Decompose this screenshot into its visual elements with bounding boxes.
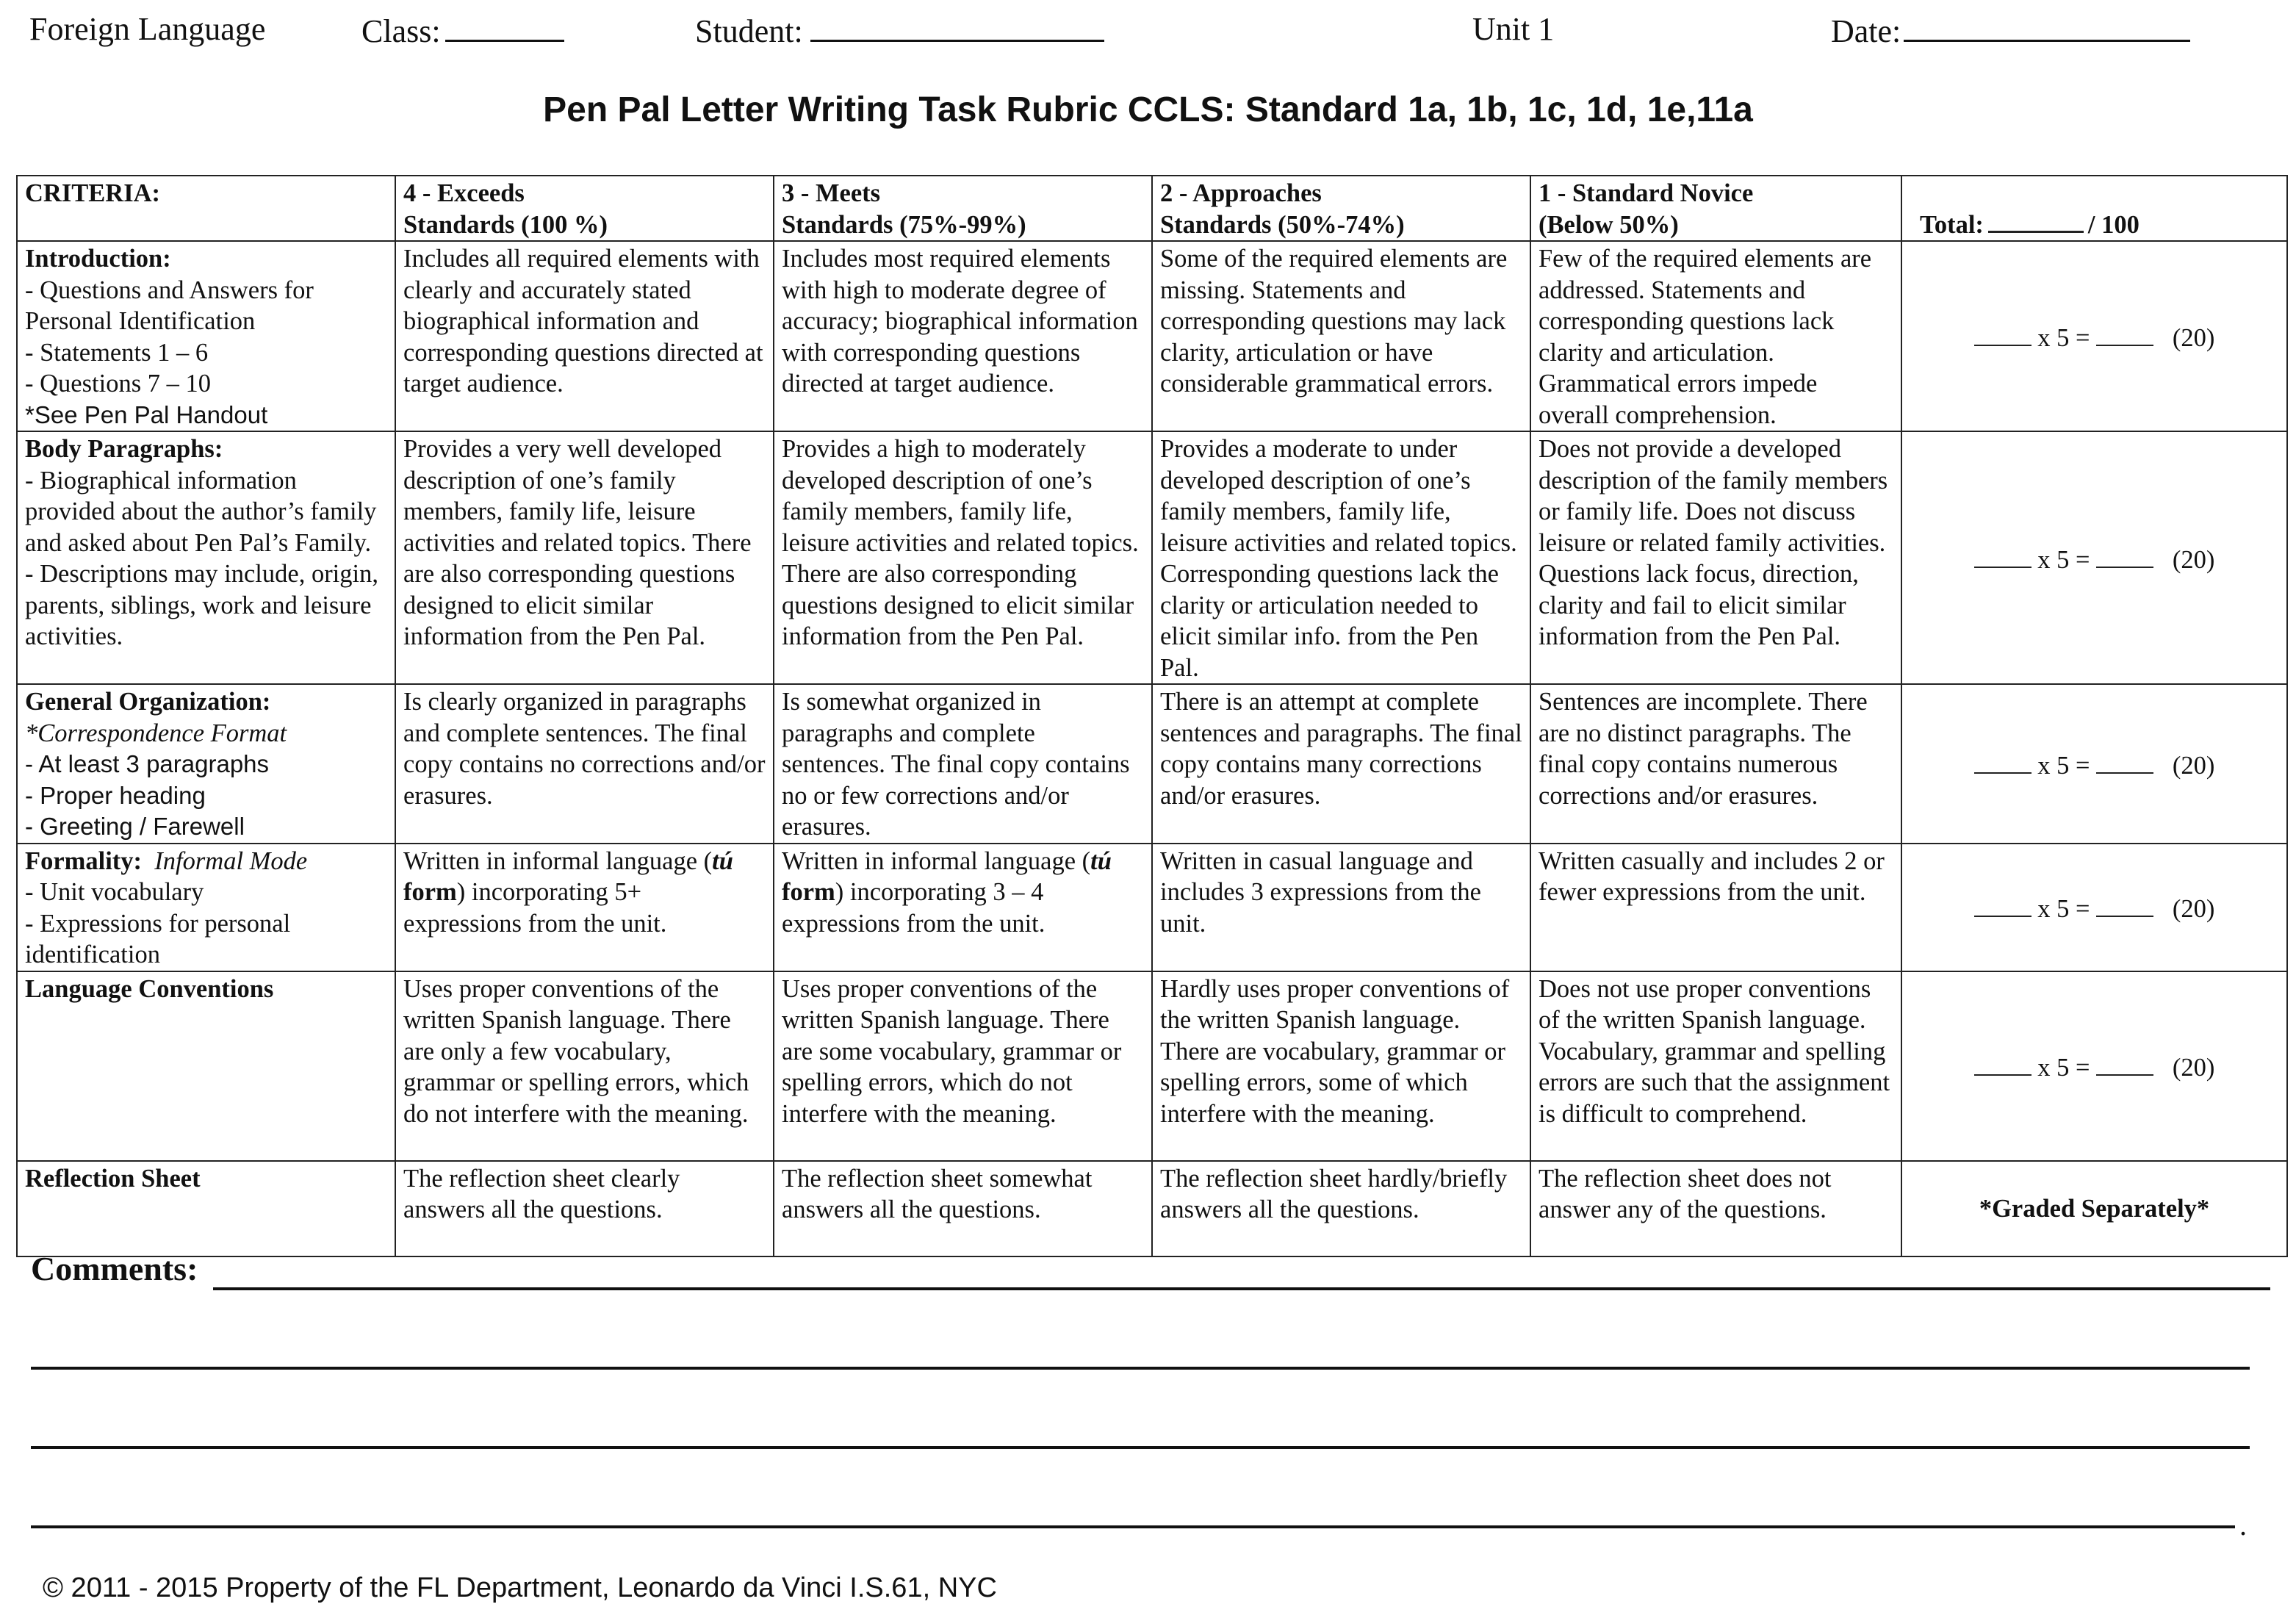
descriptor-cell: Includes all required elements with clearly and accurately stated biographical information and corresponding questions directed at target audience. <box>395 241 774 431</box>
comment-line[interactable] <box>31 1525 2235 1528</box>
column-header-line: Standards (100 %) <box>403 210 608 239</box>
emphasis-text: tú <box>712 846 733 875</box>
score-formula <box>1974 752 2215 780</box>
descriptor-cell: Does not use proper conventions of the written Spanish language. Vocabulary, grammar and spelling errors are such that the assignment is difficult to comprehend. <box>1530 971 1901 1161</box>
descriptor-cell: Includes most required elements with high to moderate degree of accuracy; biographical information with corresponding questions directed at target audience. <box>774 241 1152 431</box>
descriptor-cell: Provides a very well developed description of one’s family members, family life, leisure activities and related topics. There are also corresponding questions designed to elicit similar information from the Pen Pal. <box>395 431 774 684</box>
multiplier-label: x 5 = <box>2037 324 2090 353</box>
subject-label: Foreign Language <box>29 11 266 47</box>
date-field[interactable] <box>1831 10 2190 50</box>
score-cell <box>1901 1161 2287 1256</box>
max-points: (20) <box>2172 1054 2215 1082</box>
criteria-note: *See Pen Pal Handout <box>25 400 268 428</box>
score-formula <box>1974 895 2215 923</box>
column-header-line: 4 - Exceeds <box>403 179 525 207</box>
student-label: Student: <box>695 13 803 49</box>
comments-label: Comments: <box>31 1250 198 1287</box>
score-formula <box>1974 1054 2215 1082</box>
graded-separately-note: *Graded Separately* <box>1979 1195 2210 1223</box>
criteria-subtitle: *Correspondence Format <box>25 719 287 747</box>
comment-line[interactable] <box>31 1446 2250 1449</box>
total-cell <box>1901 176 2287 241</box>
criteria-note: - Unit vocabulary <box>25 878 204 906</box>
total-blank[interactable] <box>1988 206 2084 233</box>
comment-end-mark: . <box>2239 1509 2247 1542</box>
descriptor-cell: Uses proper conventions of the written Spanish language. There are only a few vocabulary, grammar or spelling errors, which do not interfere with the meaning. <box>395 971 774 1161</box>
descriptor-cell: Provides a high to moderately developed description of one’s family members, family life, leisure activities and related topics. There are also corresponding questions designed to elicit similar information from the Pen Pal. <box>774 431 1152 684</box>
max-points: (20) <box>2172 895 2215 924</box>
document-title: Pen Pal Letter Writing Task Rubric CCLS: Standard 1a, 1b, 1c, 1d, 1e,11a <box>543 90 1753 129</box>
column-header-line: 1 - Standard Novice <box>1539 179 1754 207</box>
criteria-title: Formality: <box>25 846 143 875</box>
score-cell <box>1901 971 2287 1161</box>
column-header-line: 3 - Meets <box>782 179 881 207</box>
column-header-exceeds <box>395 176 774 241</box>
score-cell <box>1901 684 2287 844</box>
raw-score-blank[interactable] <box>1974 1049 2032 1076</box>
criteria-cell <box>17 241 395 431</box>
criteria-note: - Proper heading <box>25 781 206 809</box>
date-label: Date: <box>1831 13 1901 49</box>
descriptor-cell: Is somewhat organized in paragraphs and complete sentences. The final copy contains no or few corrections and/or erasures. <box>774 684 1152 844</box>
criteria-cell <box>17 1161 395 1256</box>
total-field[interactable] <box>1920 211 2140 239</box>
rubric-table <box>16 175 2288 1257</box>
descriptor-cell: There is an attempt at complete sentences and paragraphs. The final copy contains many corrections and/or erasures. <box>1152 684 1530 844</box>
criteria-title: Body Paragraphs: <box>25 435 223 463</box>
criteria-cell <box>17 431 395 684</box>
weighted-score-blank[interactable] <box>2096 542 2153 568</box>
column-header-line: (Below 50%) <box>1539 210 1679 239</box>
form-header <box>0 10 2296 62</box>
score-cell <box>1901 241 2287 431</box>
score-formula <box>1974 546 2215 574</box>
criteria-cell <box>17 844 395 971</box>
emphasis-text: form <box>403 878 457 906</box>
raw-score-blank[interactable] <box>1974 542 2032 568</box>
criteria-note: - Descriptions may include, origin, parents, siblings, work and leisure activities. <box>25 560 378 650</box>
weighted-score-blank[interactable] <box>2096 320 2153 346</box>
criteria-note: - Expressions for personal identification <box>25 909 291 968</box>
descriptor-text: Written in informal language ( <box>403 846 713 875</box>
multiplier-label: x 5 = <box>2037 752 2090 780</box>
raw-score-blank[interactable] <box>1974 320 2032 346</box>
table-row <box>17 844 2287 971</box>
date-blank[interactable] <box>1904 10 2190 42</box>
criteria-subtitle: Informal Mode <box>154 846 308 875</box>
table-header-row <box>17 176 2287 241</box>
descriptor-cell: Few of the required elements are addressed. Statements and corresponding questions lack clarity and articulation. Grammatical errors impede overall comprehension. <box>1530 241 1901 431</box>
column-header-line: Standards (75%-99%) <box>782 210 1026 239</box>
descriptor-cell: Is clearly organized in paragraphs and complete sentences. The final copy contains no corrections and/or erasures. <box>395 684 774 844</box>
criteria-title: General Organization: <box>25 688 271 716</box>
unit-label: Unit 1 <box>1472 11 1555 47</box>
criteria-title: Reflection Sheet <box>25 1164 201 1193</box>
descriptor-cell: Written in casual language and includes 3 expressions from the unit. <box>1152 844 1530 971</box>
class-blank[interactable] <box>445 10 564 42</box>
table-row <box>17 684 2287 844</box>
criteria-title: Language Conventions <box>25 974 274 1003</box>
descriptor-text: ) incorporating 3 – 4 expressions from the unit. <box>782 878 1046 938</box>
max-points: (20) <box>2172 324 2215 353</box>
student-field[interactable] <box>695 10 1104 50</box>
descriptor-text: ) incorporating 5+ expressions from the unit. <box>403 878 667 938</box>
criteria-note: - At least 3 paragraphs <box>25 750 270 777</box>
weighted-score-blank[interactable] <box>2096 747 2153 774</box>
table-row <box>17 431 2287 684</box>
table-row <box>17 241 2287 431</box>
max-points: (20) <box>2172 545 2215 574</box>
criteria-note: - Statements 1 – 6 <box>25 338 209 367</box>
criteria-note: - Questions 7 – 10 <box>25 370 211 398</box>
comment-line[interactable] <box>31 1367 2250 1370</box>
class-field[interactable] <box>361 10 564 50</box>
criteria-title: Introduction: <box>25 245 171 273</box>
descriptor-cell: Some of the required elements are missing. Statements and corresponding questions may lack clarity, articulation or have considerable grammatical errors. <box>1152 241 1530 431</box>
total-max: / 100 <box>2087 210 2140 239</box>
weighted-score-blank[interactable] <box>2096 1049 2153 1076</box>
descriptor-cell: Written casually and includes 2 or fewer expressions from the unit. <box>1530 844 1901 971</box>
column-header-meets <box>774 176 1152 241</box>
descriptor-cell: Sentences are incomplete. There are no distinct paragraphs. The final copy contains numerous corrections and/or erasures. <box>1530 684 1901 844</box>
multiplier-label: x 5 = <box>2037 545 2090 574</box>
descriptor-cell: The reflection sheet hardly/briefly answers all the questions. <box>1152 1161 1530 1256</box>
score-cell <box>1901 431 2287 684</box>
descriptor-cell: The reflection sheet somewhat answers all the questions. <box>774 1161 1152 1256</box>
raw-score-blank[interactable] <box>1974 891 2032 917</box>
column-header-approaches <box>1152 176 1530 241</box>
criteria-note: - Biographical information provided about the author’s family and asked about Pen Pal’s Family. <box>25 466 377 557</box>
column-header-line: 2 - Approaches <box>1160 179 1322 207</box>
criteria-note: - Questions and Answers for Personal Identification <box>25 276 314 335</box>
multiplier-label: x 5 = <box>2037 895 2090 924</box>
descriptor-text: Written in informal language ( <box>782 846 1091 875</box>
student-blank[interactable] <box>810 10 1104 42</box>
column-header-line: CRITERIA: <box>25 179 161 207</box>
criteria-cell <box>17 971 395 1161</box>
descriptor-cell: Uses proper conventions of the written Spanish language. There are some vocabulary, grammar or spelling errors, which do not interfere with the meaning. <box>774 971 1152 1161</box>
total-label: Total: <box>1920 210 1984 239</box>
weighted-score-blank[interactable] <box>2096 891 2153 917</box>
column-header-novice <box>1530 176 1901 241</box>
descriptor-cell: Provides a moderate to under developed description of one’s family members, family life, leisure activities and related topics. Corresponding questions lack the clarity or articulation needed to elicit similar info. from the Pen Pal. <box>1152 431 1530 684</box>
column-header-line: Standards (50%-74%) <box>1160 210 1405 239</box>
score-cell <box>1901 844 2287 971</box>
descriptor-cell: Hardly uses proper conventions of the written Spanish language. There are vocabulary, grammar or spelling errors, some of which interfere with the meaning. <box>1152 971 1530 1161</box>
emphasis-text: tú <box>1090 846 1112 875</box>
comment-line[interactable] <box>213 1287 2270 1290</box>
multiplier-label: x 5 = <box>2037 1054 2090 1082</box>
table-row <box>17 971 2287 1161</box>
class-label: Class: <box>361 13 441 49</box>
criteria-note: - Greeting / Farewell <box>25 813 245 840</box>
criteria-cell <box>17 684 395 844</box>
descriptor-cell <box>395 844 774 971</box>
column-header-criteria <box>17 176 395 241</box>
descriptor-cell: The reflection sheet clearly answers all the questions. <box>395 1161 774 1256</box>
emphasis-text: form <box>782 878 835 906</box>
descriptor-cell: Does not provide a developed description of the family members or family life. Does not discuss leisure or related family activities. Questions lack focus, direction, clarity and fail to elicit similar information from the Pen Pal. <box>1530 431 1901 684</box>
copyright-footer: © 2011 - 2015 Property of the FL Department, Leonardo da Vinci I.S.61, NYC <box>43 1572 997 1603</box>
table-row <box>17 1161 2287 1256</box>
descriptor-cell: The reflection sheet does not answer any of the questions. <box>1530 1161 1901 1256</box>
raw-score-blank[interactable] <box>1974 747 2032 774</box>
score-formula <box>1974 324 2215 352</box>
descriptor-cell <box>774 844 1152 971</box>
max-points: (20) <box>2172 752 2215 780</box>
